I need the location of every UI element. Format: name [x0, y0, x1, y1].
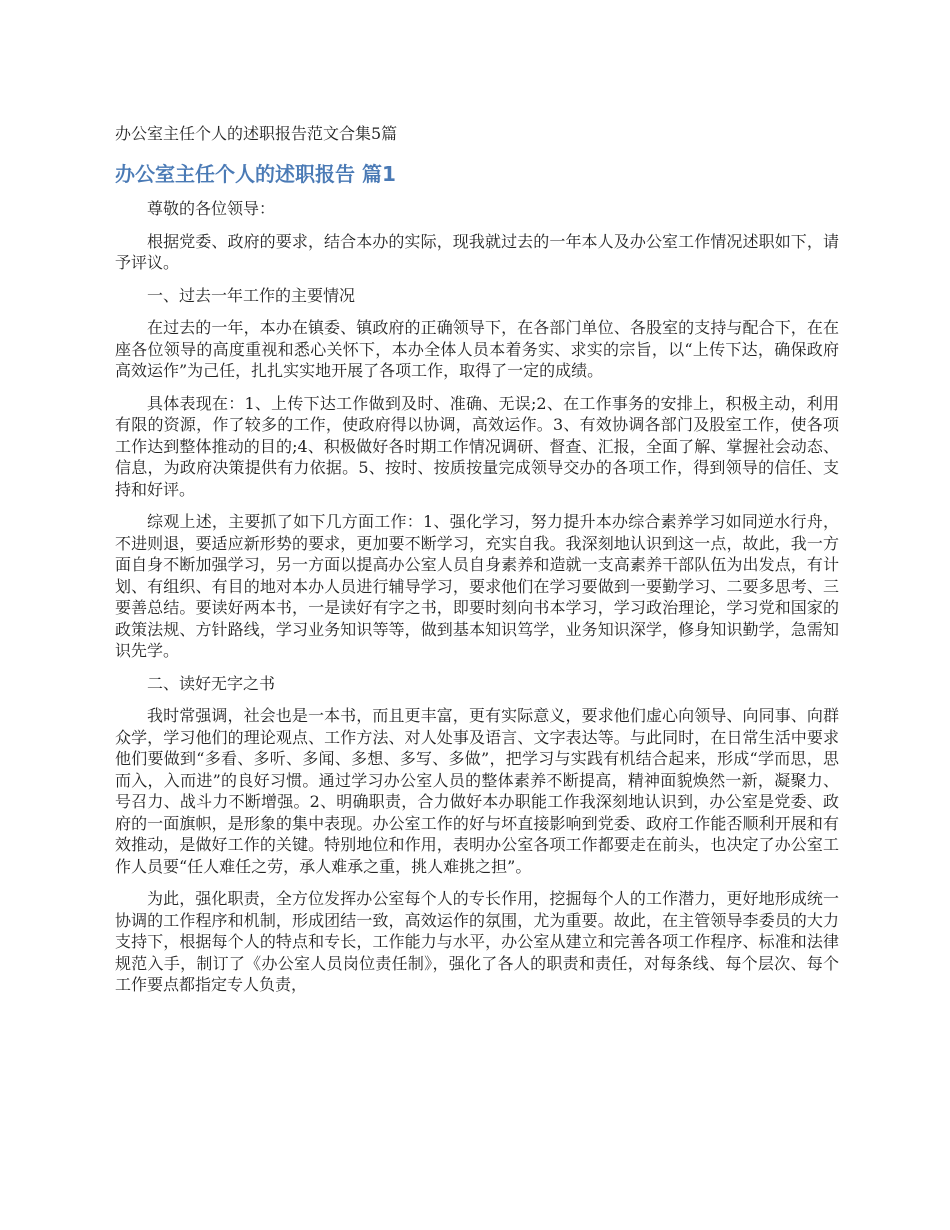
body-paragraph: 在过去的一年，本办在镇委、镇政府的正确领导下，在各部门单位、各股室的支持与配合下，在在座各位领导的高度重视和悉心关怀下，本办全体人员本着务实、求实的宗旨，以“上传下达，确保政府高效运作”为己任，扎扎实实地开展了各项工作，取得了一定的成绩。: [115, 318, 839, 380]
body-paragraph: 综观上述，主要抓了如下几方面工作：1、强化学习，努力提升本办综合素养学习如同逆水行舟，不进则退，要适应新形势的要求，更加要不断学习，充实自我。我深刻地认识到这一点，故此，我一方面自身不断加强学习，另一方面以提高办公室人员自身素养和造就一支高素养干部队伍为出发点，有计划、有组织、有目的地对本办人员进行辅导学习，要求他们在学习要做到一要勤学习、二要多思考、三要善总结。要读好两本书，一是读好有字之书，即要时刻向书本学习，学习政治理论，学习党和国家的政策法规、方针路线，学习业务知识等等，做到基本知识笃学，业务知识深学，修身知识勤学，急需知识先学。: [115, 512, 839, 660]
subheading-unwritten-book: 二、读好无字之书: [147, 673, 276, 693]
intro-paragraph: 根据党委、政府的要求，结合本办的实际，现我就过去的一年本人及办公室工作情况述职如下，请予评议。: [115, 231, 839, 272]
document-page: [115, 122, 839, 1007]
section-heading: 办公室主任个人的述职报告 篇1: [115, 162, 396, 186]
subheading-main-work: 一、过去一年工作的主要情况: [147, 285, 356, 305]
document-title: 办公室主任个人的述职报告范文合集5篇: [115, 124, 398, 143]
body-paragraph: 具体表现在：1、上传下达工作做到及时、准确、无误;2、在工作事务的安排上，积极主动，利用有限的资源，作了较多的工作，使政府得以协调，高效运作。3、有效协调各部门及股室工作，使各项工作达到整体推动的目的;4、积极做好各时期工作情况调研、督查、汇报，全面了解、掌握社会动态、信息，为政府决策提供有力依据。5、按时、按质按量完成领导交办的各项工作，得到领导的信任、支持和好评。: [115, 393, 839, 499]
body-paragraph: 我时常强调，社会也是一本书，而且更丰富，更有实际意义，要求他们虚心向领导、向同事、向群众学，学习他们的理论观点、工作方法、对人处事及语言、文字表达等。与此同时，在日常生活中要求他们要做到“多看、多听、多闻、多想、多写、多做”，把学习与实践有机结合起来，形成“学而思，思而入，入而进”的良好习惯。通过学习办公室人员的整体素养不断提高，精神面貌焕然一新，凝聚力、号召力、战斗力不断增强。2、明确职责，合力做好本办职能工作我深刻地认识到，办公室是党委、政府的一面旗帜，是形象的集中表现。办公室工作的好与坏直接影响到党委、政府工作能否顺利开展和有效推动，是做好工作的关键。特别地位和作用，表明办公室各项工作都要走在前头，也决定了办公室工作人员要“任人难任之劳，承人难承之重，挑人难挑之担”。: [115, 706, 839, 876]
salutation-paragraph: 尊敬的各位领导：: [147, 199, 276, 218]
body-paragraph: 为此，强化职责，全方位发挥办公室每个人的专长作用，挖掘每个人的工作潜力，更好地形成统一协调的工作程序和机制，形成团结一致，高效运作的氛围，尤为重要。故此，在主管领导李委员的大力支持下，根据每个人的特点和专长，工作能力与水平，办公室从建立和完善各项工作程序、标准和法律规范入手，制订了《办公室人员岗位责任制》，强化了各人的职责和责任，对每条线、每个层次、每个工作要点都指定专人负责，: [115, 889, 839, 994]
